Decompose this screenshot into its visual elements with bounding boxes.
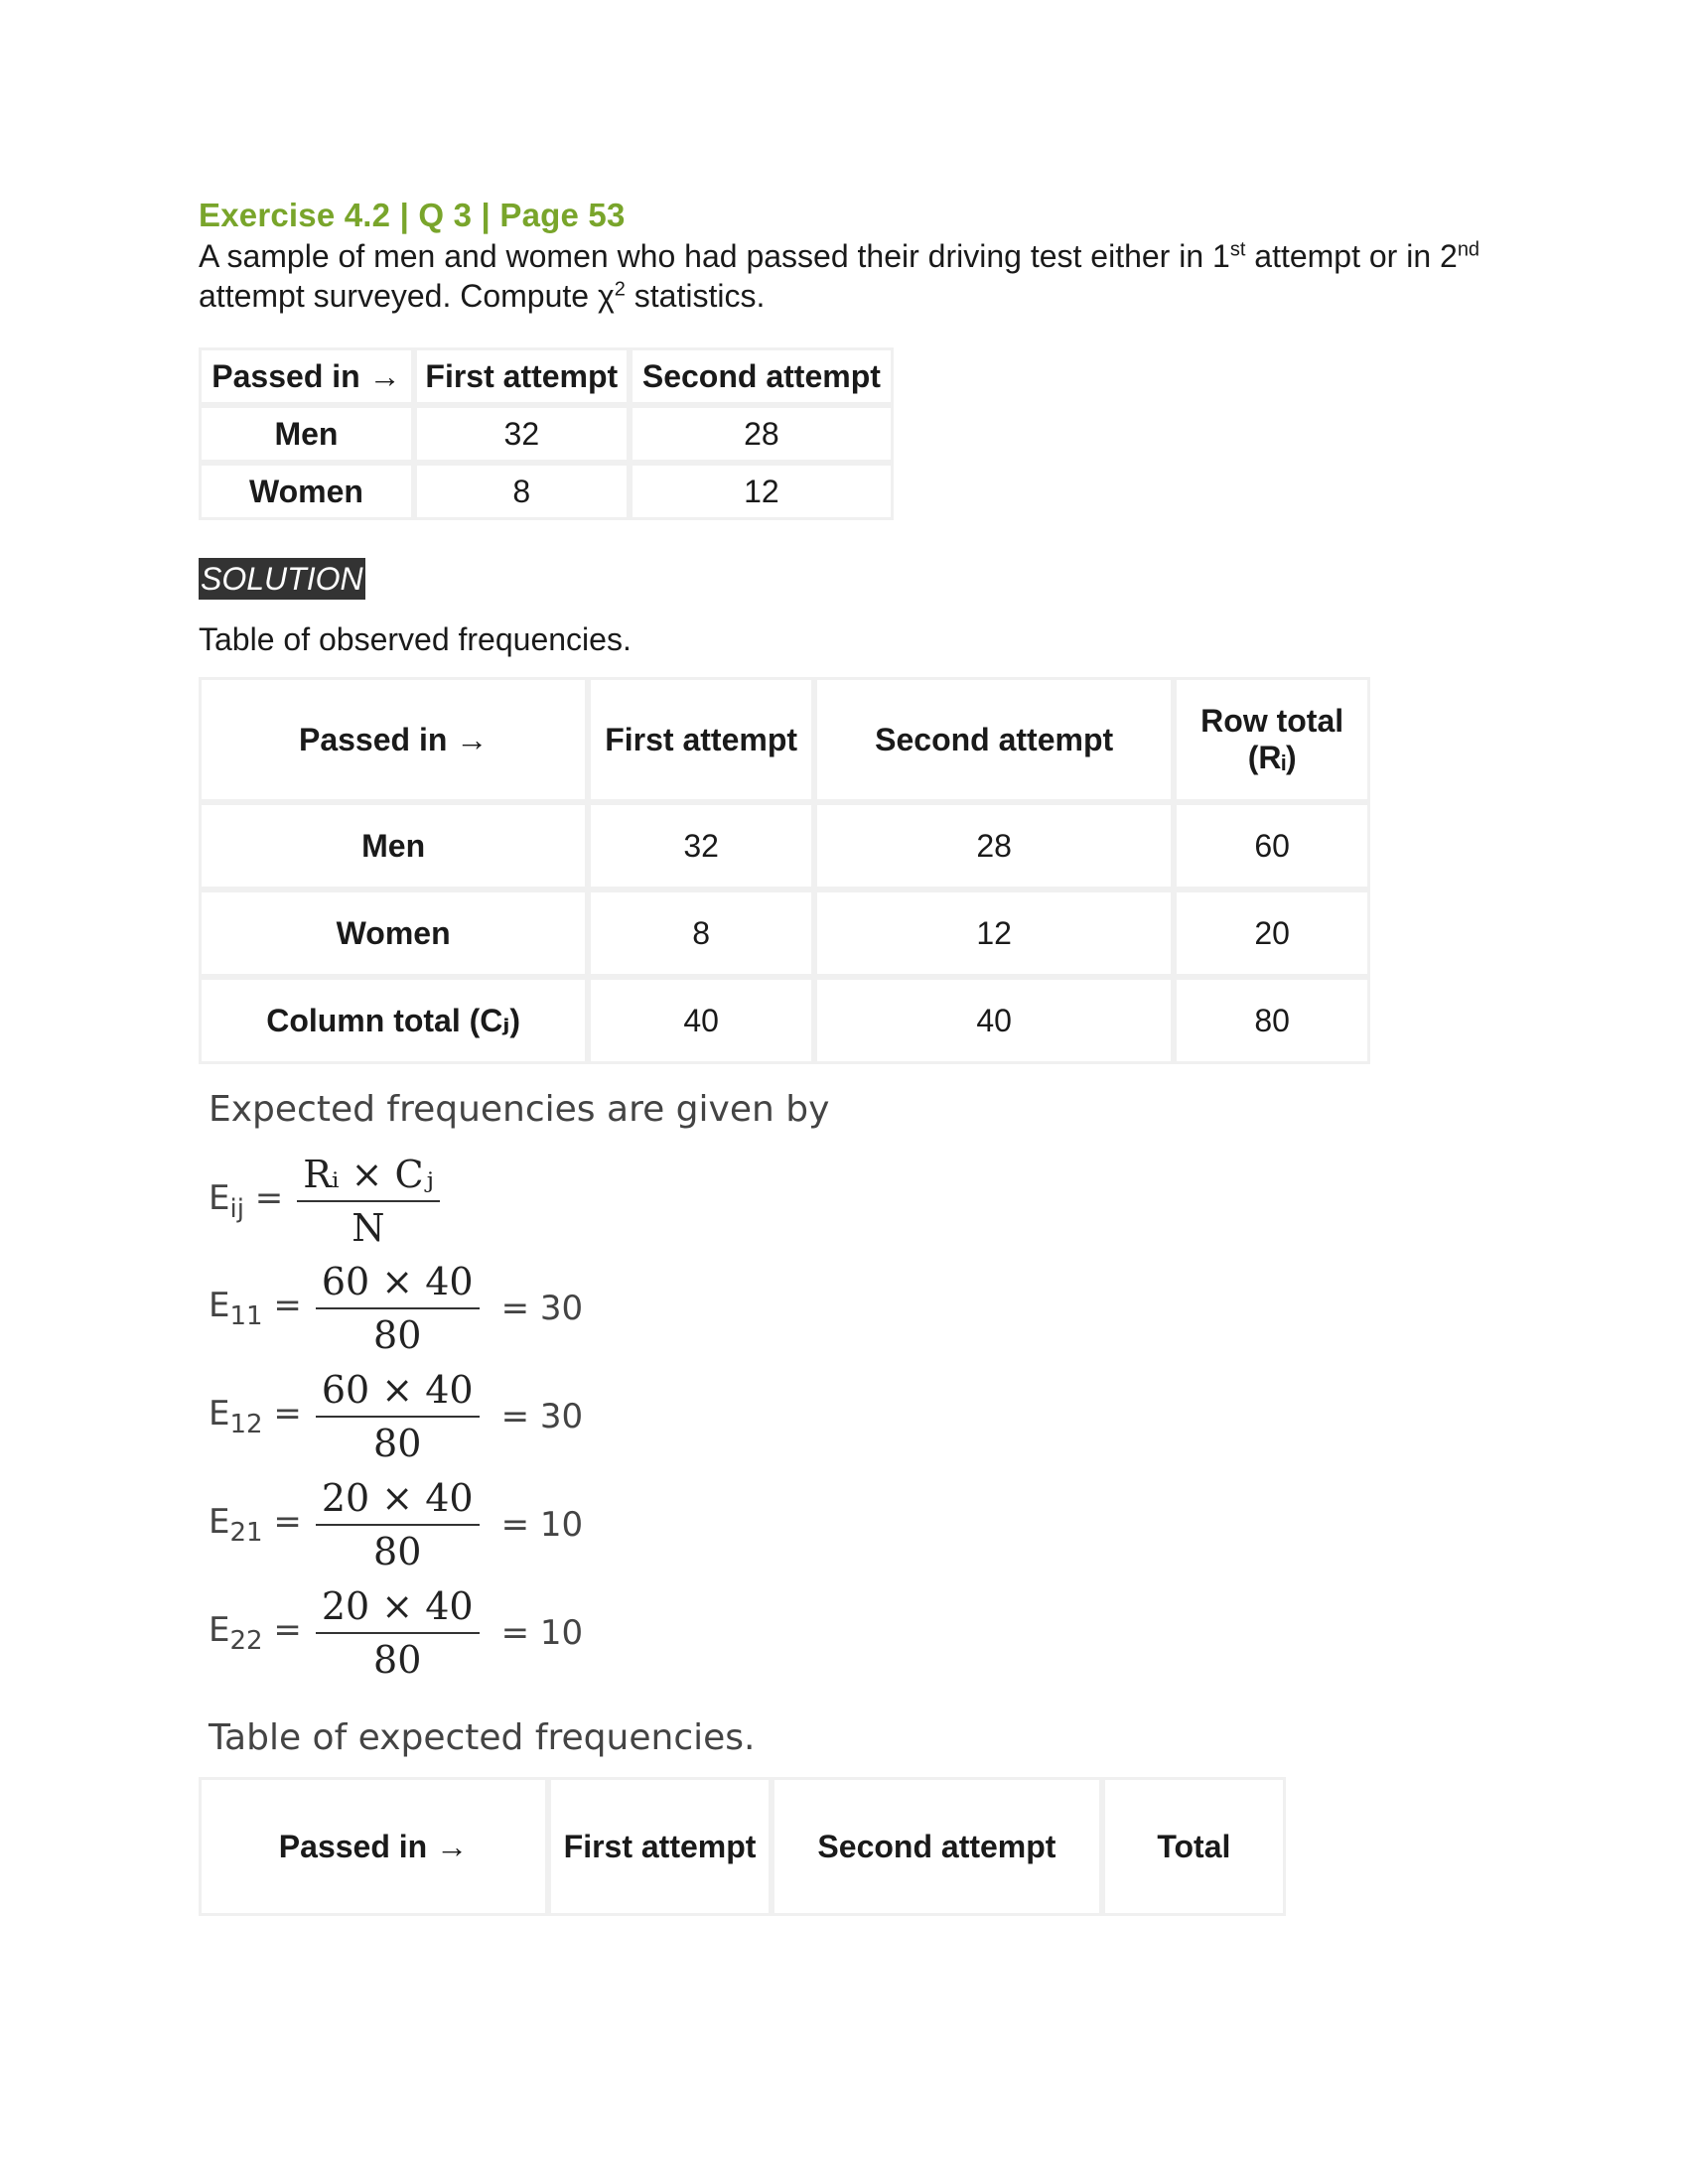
table-row [199, 802, 1370, 889]
equation-lhs: $E_{22}$ = [209, 1610, 302, 1656]
equation-sub: 21 [229, 1517, 263, 1548]
table-cell: 80 [1174, 977, 1370, 1064]
equation-sub: 11 [229, 1300, 263, 1331]
header-cell: Total [1102, 1777, 1286, 1916]
table-cell: 8 [414, 463, 630, 520]
row-label: Column total (Cⱼ) [199, 977, 588, 1064]
table-cell: 40 [814, 977, 1174, 1064]
row-total-label: Row total [1200, 703, 1344, 739]
table-header-row [199, 677, 1370, 802]
equation-sub: 12 [229, 1409, 263, 1439]
equation-e11 [209, 1259, 583, 1358]
table-row [199, 977, 1370, 1064]
solution-badge: SOLUTION [199, 558, 365, 600]
table-cell: 32 [588, 802, 814, 889]
formula-lhs: $E_{ij}$ = [209, 1178, 284, 1224]
header-cell: Passed in → [199, 1777, 548, 1916]
table-cell: 32 [414, 405, 630, 463]
equation-denominator: 80 [373, 1422, 422, 1465]
equation-result: = 10 [500, 1613, 584, 1653]
equation-denominator: 80 [373, 1530, 422, 1573]
observed-intro: Table of observed frequencies. [199, 621, 632, 657]
exercise-heading: Exercise 4.2 | Q 3 | Page 53 [199, 197, 626, 233]
equation-lhs: $E_{12}$ = [209, 1394, 302, 1439]
header-cell: Passed in → [199, 677, 588, 802]
equation-e22 [209, 1583, 583, 1683]
table-cell: 20 [1174, 889, 1370, 977]
table-cell: 12 [814, 889, 1174, 977]
table-cell: 60 [1174, 802, 1370, 889]
formula-lhs-sub: ij [229, 1193, 244, 1224]
question-part-2: attempt or in 2 [1245, 238, 1458, 274]
row-label: Men [199, 405, 414, 463]
expected-formula [209, 1152, 454, 1251]
header-cell: First attempt [548, 1777, 772, 1916]
equation-lhs: $E_{11}$ = [209, 1286, 302, 1331]
table-cell: 8 [588, 889, 814, 977]
question-part-1: A sample of men and women who had passed their driving test either in 1 [199, 238, 1230, 274]
header-cell: First attempt [414, 347, 630, 405]
equation-numerator: 60 × 40 [316, 1368, 480, 1418]
observed-table [199, 677, 1370, 1064]
row-label: Women [199, 463, 414, 520]
question-sup-1: st [1229, 238, 1246, 261]
formula-denominator: N [352, 1206, 385, 1250]
header-cell [1174, 677, 1370, 802]
equation-e12 [209, 1367, 583, 1466]
equation-fraction [316, 1584, 480, 1682]
table-cell: 12 [630, 463, 894, 520]
table-header-row [199, 1777, 1286, 1916]
question-sup-3: 2 [614, 278, 626, 301]
question-part-4: statistics. [625, 278, 766, 314]
table-cell: 28 [630, 405, 894, 463]
formula-numerator: Rᵢ × Cⱼ [297, 1153, 439, 1202]
equation-fraction [316, 1368, 480, 1465]
header-cell: Passed in → [199, 347, 414, 405]
expected-intro: Expected frequencies are given by [209, 1089, 830, 1130]
row-label: Women [199, 889, 588, 977]
expected-table-intro: Table of expected frequencies. [209, 1717, 756, 1758]
equation-fraction [316, 1260, 480, 1357]
formula-fraction [297, 1153, 439, 1250]
equation-numerator: 20 × 40 [316, 1476, 480, 1526]
equation-numerator: 20 × 40 [316, 1584, 480, 1634]
table-row [199, 463, 894, 520]
equation-fraction [316, 1476, 480, 1573]
formula-lhs-symbol: E [209, 1178, 230, 1219]
row-total-symbol: (Rᵢ) [1247, 740, 1297, 775]
question-part-3: attempt surveyed. Compute χ [199, 278, 615, 314]
equation-sub: 22 [229, 1625, 263, 1656]
equation-denominator: 80 [373, 1638, 422, 1682]
table-row [199, 405, 894, 463]
equation-result: = 30 [500, 1289, 584, 1328]
expected-table [199, 1777, 1286, 1916]
header-cell: Second attempt [814, 677, 1174, 802]
header-cell: Second attempt [772, 1777, 1101, 1916]
row-label: Men [199, 802, 588, 889]
question-table [199, 347, 894, 520]
header-cell: Second attempt [630, 347, 894, 405]
question-sup-2: nd [1457, 238, 1480, 261]
table-row [199, 889, 1370, 977]
question-text [199, 236, 1529, 316]
header-cell: First attempt [588, 677, 814, 802]
equation-result: = 10 [500, 1505, 584, 1545]
equation-lhs: $E_{21}$ = [209, 1502, 302, 1548]
equation-numerator: 60 × 40 [316, 1260, 480, 1309]
equation-denominator: 80 [373, 1313, 422, 1357]
equation-result: = 30 [500, 1397, 584, 1436]
table-cell: 40 [588, 977, 814, 1064]
table-header-row [199, 347, 894, 405]
table-cell: 28 [814, 802, 1174, 889]
equation-e21 [209, 1475, 583, 1574]
